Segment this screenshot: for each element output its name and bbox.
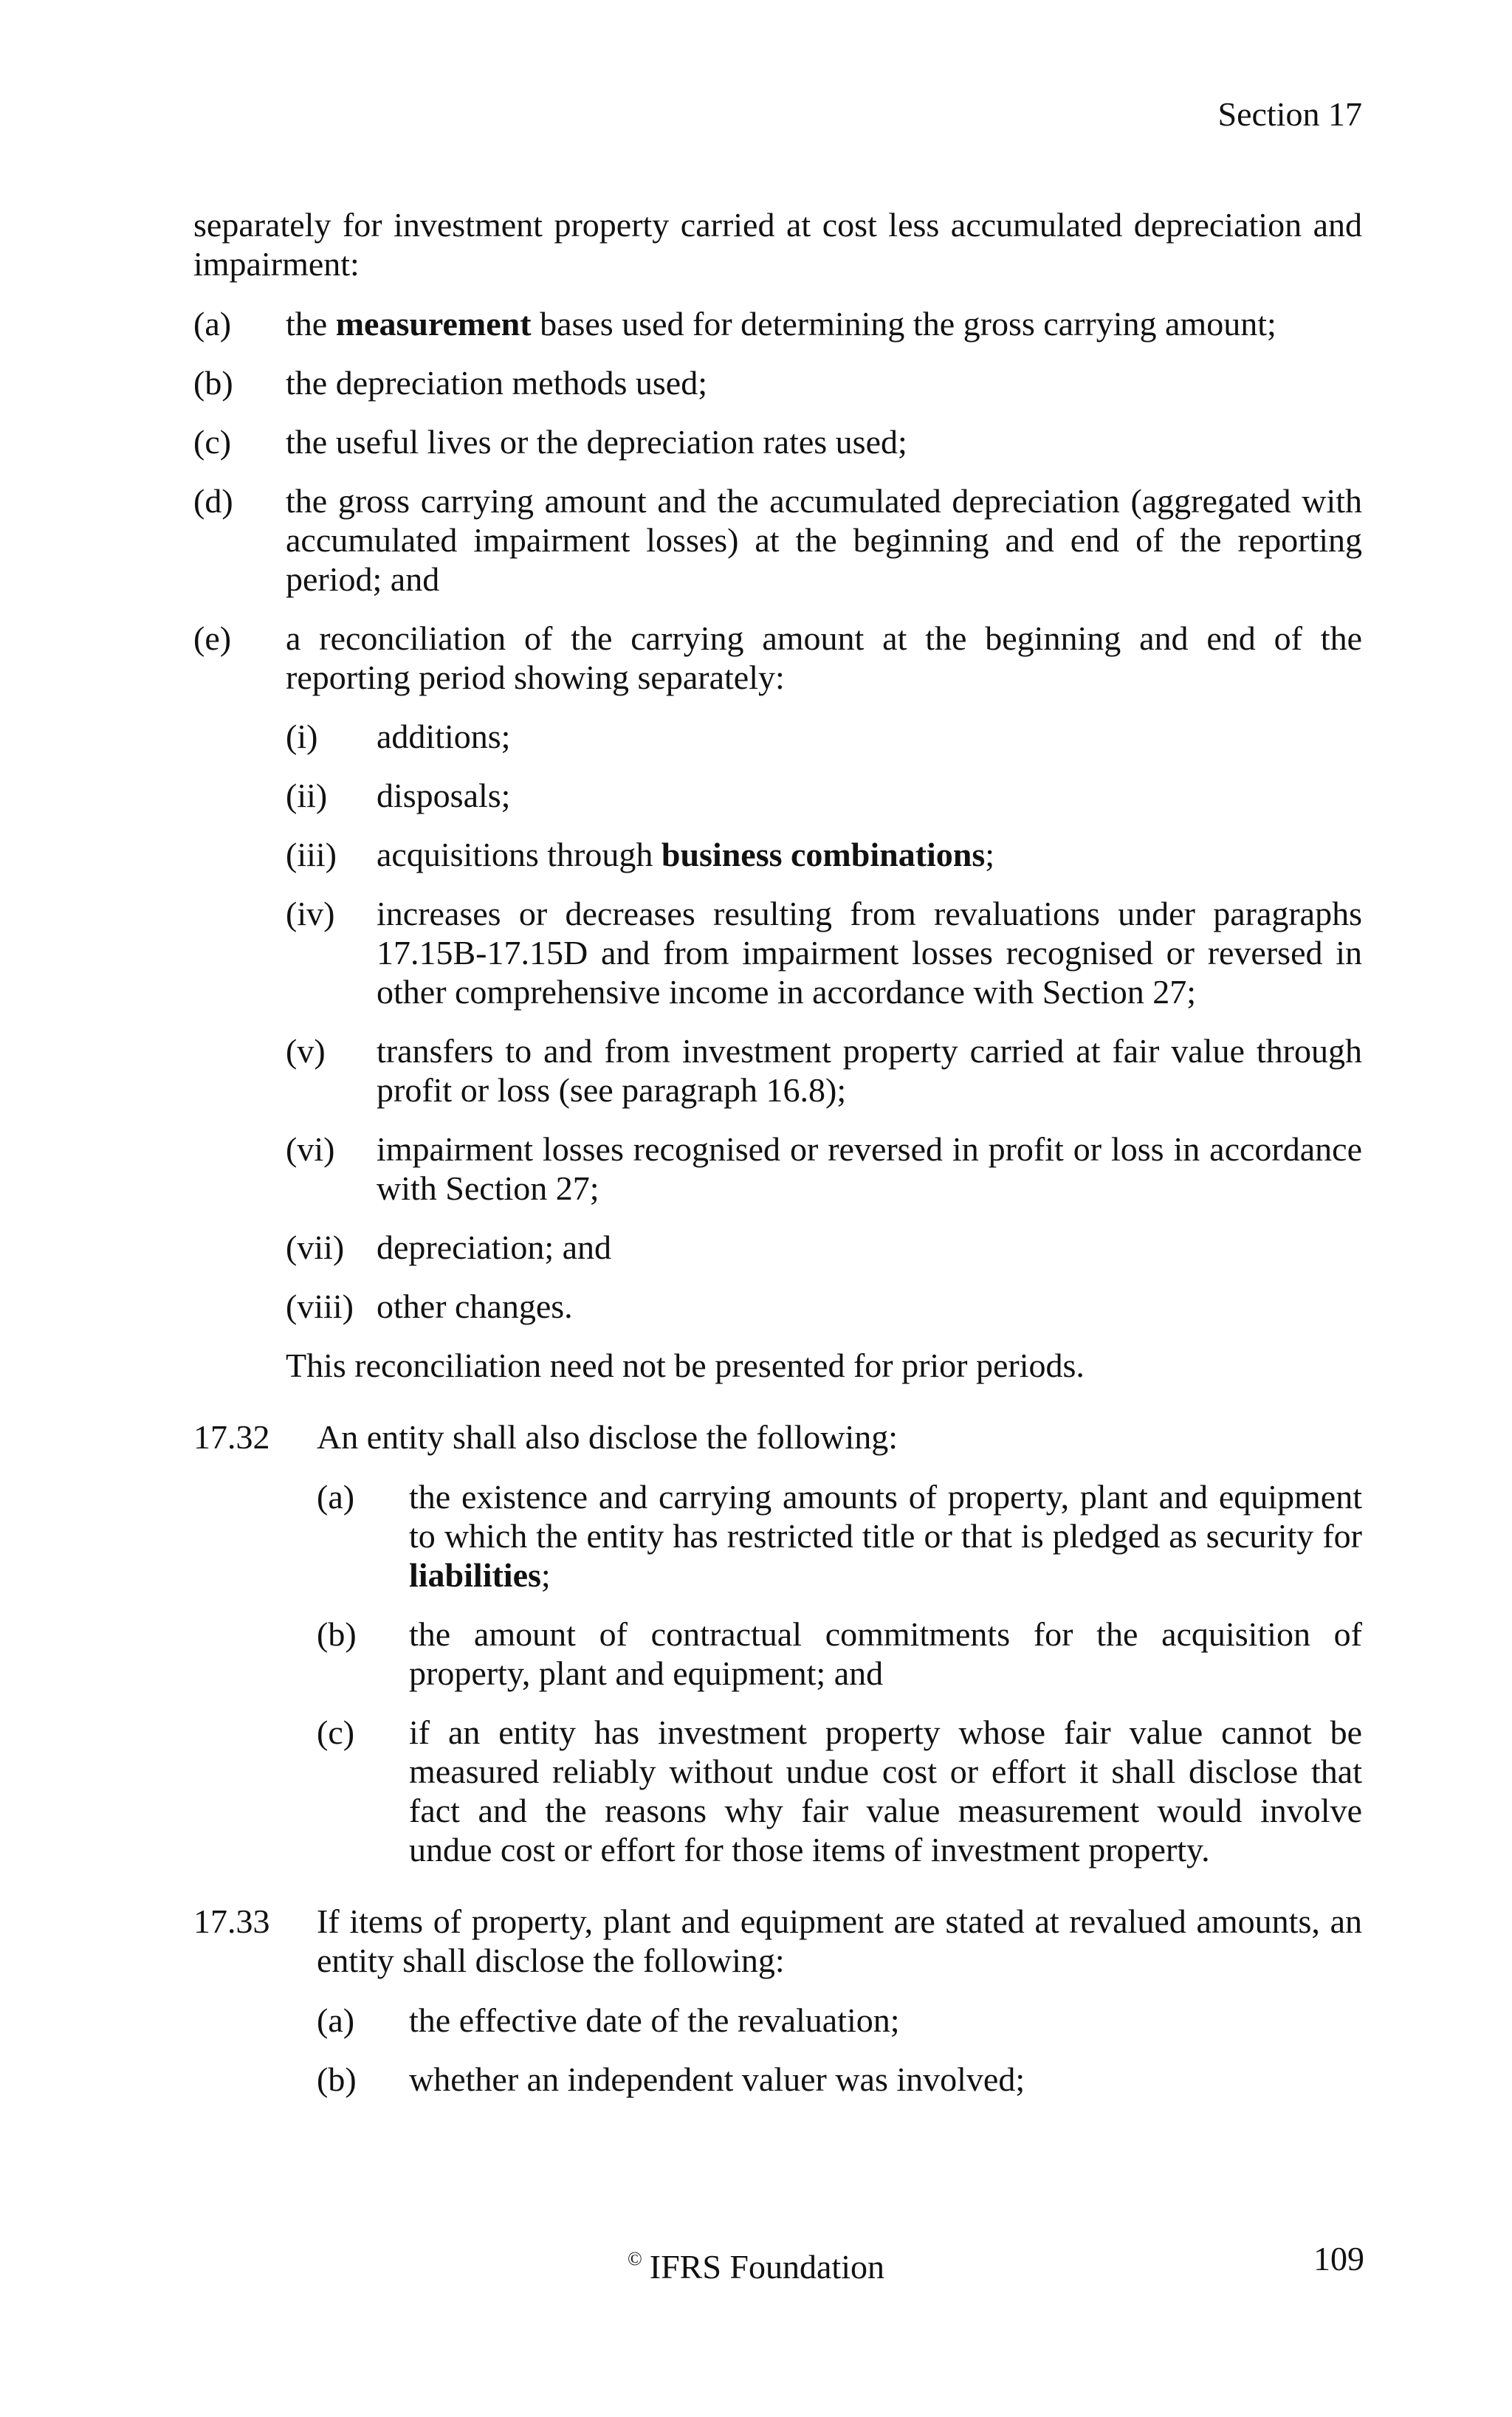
defined-term-liabilities: liabilities [409, 1556, 541, 1594]
list-item [193, 619, 1362, 697]
subitem-label: (v) [286, 1032, 326, 1070]
footer-copyright [0, 2239, 1512, 2286]
paragraph-lead: If items of property, plant and equipment are stated at revalued amounts, an entity shall disclose the following: [317, 1902, 1362, 1979]
item-text-post: ; [540, 1556, 551, 1594]
subitem-text-pre: acquisitions through [377, 836, 662, 873]
subitem-label: (vi) [286, 1130, 335, 1168]
sub-list-item [286, 835, 1362, 874]
subitem-label: (iii) [286, 836, 337, 873]
list-item [193, 363, 1362, 402]
item-label: (a) [193, 305, 232, 343]
item-text: the useful lives or the depreciation rates used; [286, 423, 907, 461]
continuation-block [193, 205, 1362, 1385]
item-text-post: bases used for determining the gross carrying amount; [531, 305, 1276, 343]
item-label: (c) [193, 423, 232, 461]
list-item [317, 2001, 1362, 2040]
item-text: the amount of contractual commitments for the acquisition of property, plant and equipment; and [409, 1615, 1362, 1692]
copyright-symbol: © [628, 2248, 642, 2269]
list-item [317, 1713, 1362, 1869]
list-item [317, 1615, 1362, 1693]
sub-list-item [286, 1228, 1362, 1267]
paragraph-17-32 [193, 1417, 1362, 1869]
list-item [317, 2060, 1362, 2099]
subitem-label: (vii) [286, 1228, 345, 1266]
sub-list-item [286, 1287, 1362, 1326]
page-number: 109 [1313, 2240, 1364, 2277]
subitem-label: (viii) [286, 1287, 354, 1325]
subitem-text: additions; [377, 718, 511, 755]
item-label: (e) [193, 619, 232, 657]
subitem-text: depreciation; and [377, 1228, 612, 1266]
paragraph-lead: An entity shall also disclose the following: [317, 1418, 898, 1456]
defined-term-measurement: measurement [335, 305, 532, 343]
subitem-text: increases or decreases resulting from revaluations under paragraphs 17.15B-17.15D and from impairment losses recognised or reversed in other comprehensive income in accordance with Section 27; [377, 895, 1362, 1011]
list-item [193, 304, 1362, 343]
subitem-text: transfers to and from investment property carried at fair value through profit or loss (see paragraph 16.8); [377, 1032, 1362, 1109]
item-text: the effective date of the revaluation; [409, 2001, 900, 2039]
item-text: if an entity has investment property whose fair value cannot be measured reliably without undue cost or effort it shall disclose that fact and the reasons why fair value measurement would involve undue cost or effort for those items of investment property. [409, 1713, 1362, 1868]
continuation-lead: separately for investment property carried at cost less accumulated depreciation and impairment: [193, 206, 1362, 283]
paragraph-number: 17.33 [193, 1902, 270, 1940]
subitem-label: (i) [286, 718, 318, 755]
paragraph-17-33 [193, 1902, 1362, 2099]
page-content [193, 205, 1362, 2119]
item-label: (b) [193, 364, 233, 402]
subitem-text-post: ; [985, 836, 995, 873]
subitem-label: (ii) [286, 777, 328, 814]
sub-list-item [286, 894, 1362, 1011]
subitem-text: disposals; [377, 777, 511, 814]
item-text-pre: the existence and carrying amounts of property, plant and equipment to which the entity has restricted title or that is pledged as security for [409, 1478, 1362, 1555]
item-text-pre: the [286, 305, 336, 343]
sub-list-item [286, 776, 1362, 815]
section-header: Section 17 [1217, 95, 1362, 133]
sub-list-item [286, 1031, 1362, 1110]
item-text: a reconciliation of the carrying amount at the beginning and end of the reporting period showing separately: [286, 619, 1362, 696]
item-label: (a) [317, 2001, 355, 2039]
sub-list-item [286, 1130, 1362, 1208]
item-text: the depreciation methods used; [286, 364, 708, 402]
list-item [193, 481, 1362, 599]
footer-org: IFRS Foundation [649, 2248, 884, 2286]
list-item [317, 1477, 1362, 1595]
subitem-text: other changes. [377, 1287, 573, 1325]
item-label: (c) [317, 1713, 355, 1751]
item-text: the gross carrying amount and the accumulated depreciation (aggregated with accumulated impairment losses) at the beginning and end of the reporting period; and [286, 482, 1362, 598]
item-label: (b) [317, 2060, 357, 2098]
subitem-text: impairment losses recognised or reversed in profit or loss in accordance with Section 27; [377, 1130, 1362, 1207]
list-item [193, 422, 1362, 461]
item-text: whether an independent valuer was involved; [409, 2060, 1025, 2098]
item-label: (d) [193, 482, 233, 520]
subitem-label: (iv) [286, 895, 335, 932]
item-label: (b) [317, 1615, 357, 1653]
item-label: (a) [317, 1478, 355, 1516]
sub-list-item [286, 717, 1362, 756]
defined-term-business-combinations: business combinations [661, 836, 986, 873]
reconciliation-note: This reconciliation need not be presented for prior periods. [286, 1347, 1085, 1384]
paragraph-number: 17.32 [193, 1418, 270, 1456]
